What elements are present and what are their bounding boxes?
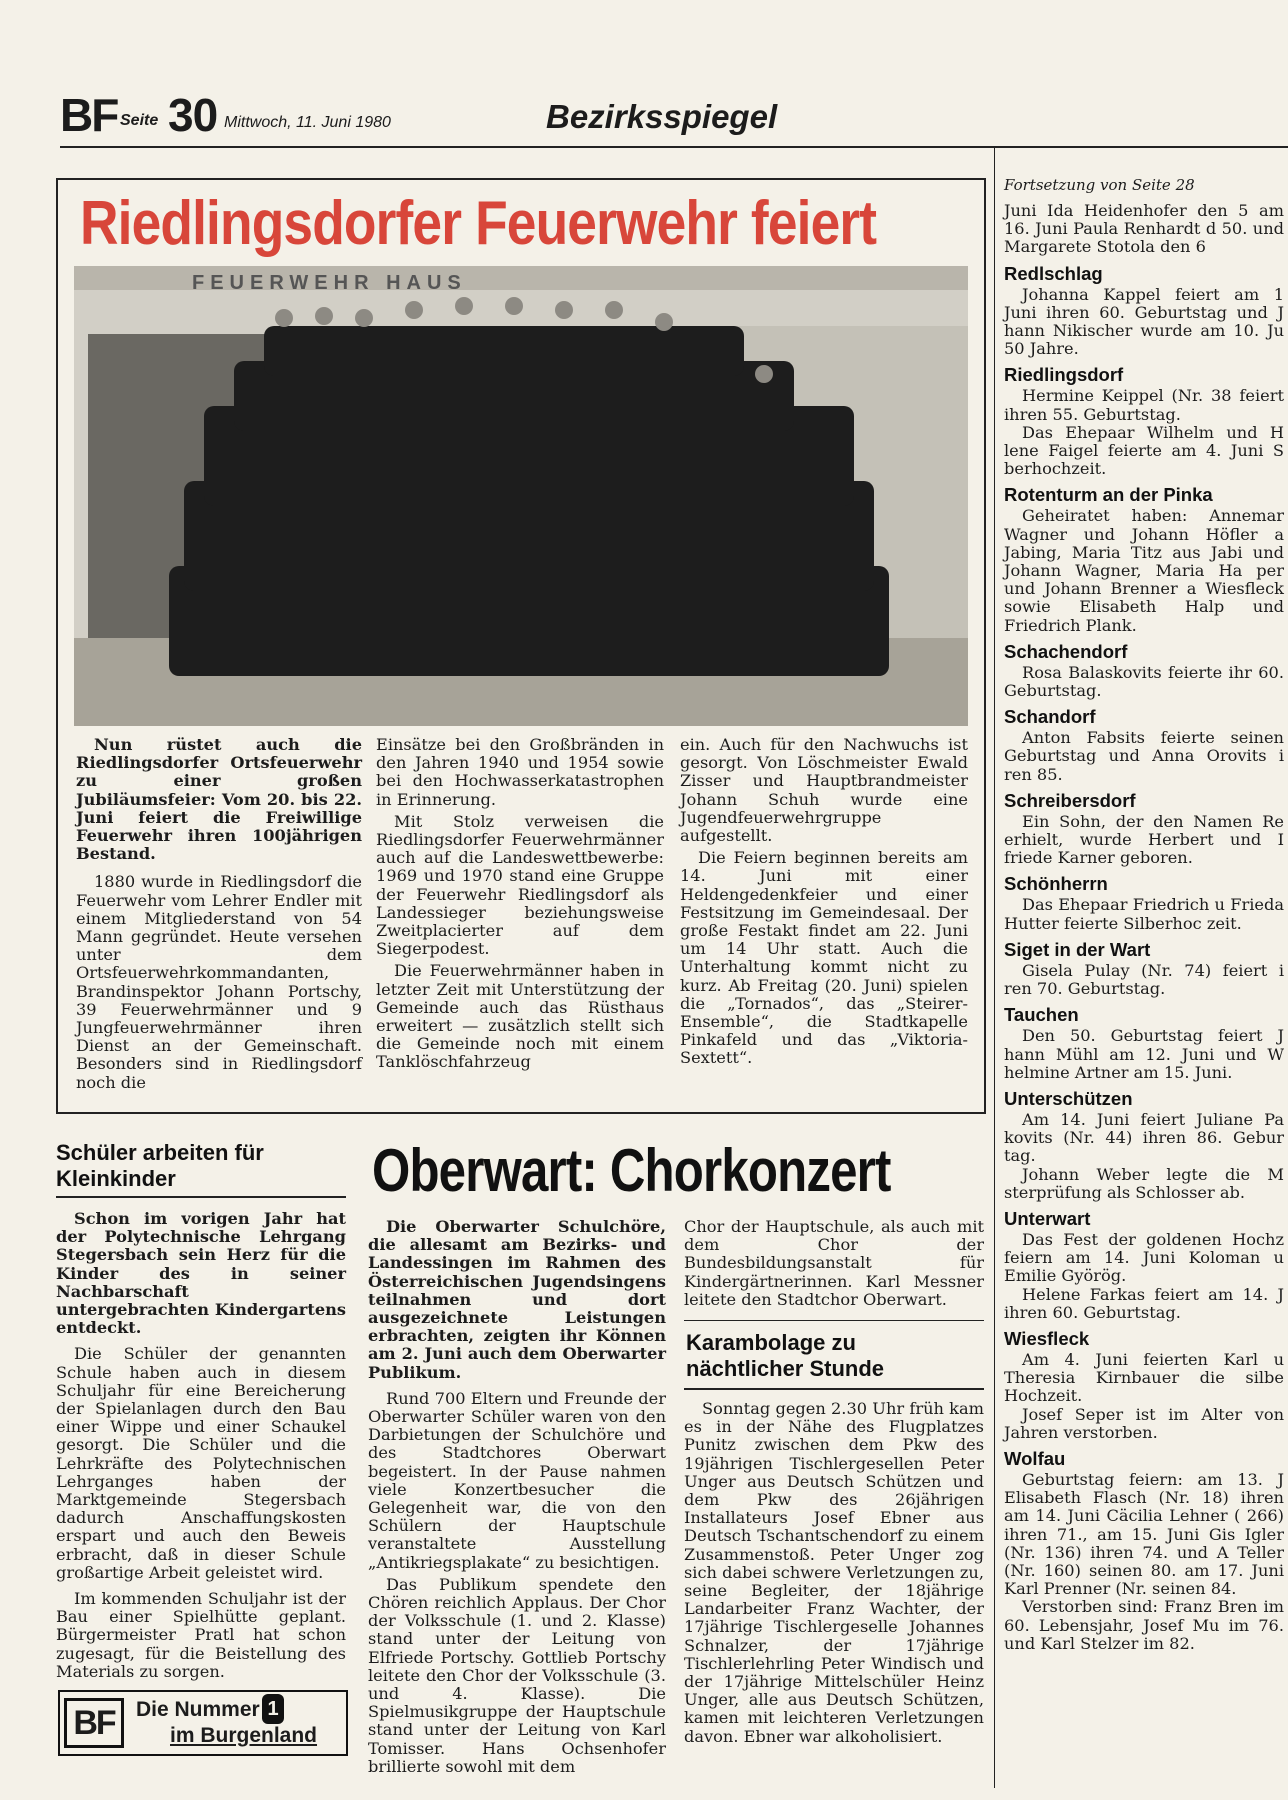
entry-text: Am 14. Juni feiert Juliane Pa kovits (Nr. 44) ihren 86. Gebur tag. <box>1004 1109 1284 1166</box>
chor-p3: Chor der Hauptschule, als auch mit dem Chor der Bundesbildungsanstalt für Kindergärtnerinnen. Karl Messner leitete den Stadtchor Oberwart. <box>684 1217 984 1309</box>
sidebar <box>1004 176 1284 1653</box>
chor-p2: Das Publikum spendete den Chören reichlich Applaus. Der Chor der Volksschule (1. und 2. Klasse) stand unter der Leitung von Elfriede Portschy. Gottlieb Portschy leitete den Chor der Volksschule (3. und 4. Klasse). Die Spielmusikgruppe der Hauptschule stand unter der Leitung von Karl Tomisser. Hans Ochsenhofer brillierte sowohl mit dem <box>368 1574 666 1776</box>
masthead <box>60 88 1288 148</box>
entry-text: Ein Sohn, der den Namen Re erhielt, wurde Herbert und I friede Karner geboren. <box>1004 811 1284 868</box>
place-heading: Redlschlag <box>1004 262 1103 284</box>
seite-label: Seite <box>120 112 159 129</box>
place-heading: Wolfau <box>1004 1447 1066 1469</box>
feature-col3-p1: ein. Auch für den Nachwuchs ist gesorgt. Von Löschmeister Ewald Zisser und Hauptbrandmeister Johann Schuh wurde eine Jugendfeuerwehrgruppe aufgestellt. <box>680 735 968 846</box>
place-heading: Unterwart <box>1004 1207 1091 1229</box>
feature-col2-p2: Mit Stolz verweisen die Riedlingsdorfer Feuerwehrmänner auch auf die Landeswettbewerbe: 1969 und 1970 stand eine Gruppe der Feuerwehr Riedlingsdorf als Landessieger beziehungsweise Zweitplacierter auf dem Siegerpodest. <box>376 811 664 959</box>
schueler-p2: Im kommenden Schuljahr ist der Bau einer Spielhütte geplant. Bürgermeister Pratl hat schon zugesagt, für die Beistellung des Materials zu sorgen. <box>56 1589 346 1681</box>
feature-headline: Riedlingsdorfer Feuerwehr feiert <box>80 189 877 258</box>
logo-bf: BF <box>60 89 118 141</box>
feature-col-3 <box>680 736 968 1072</box>
sidebar-entry <box>1004 484 1284 634</box>
place-heading: Schreibersdorf <box>1004 789 1136 811</box>
ad-badge: 1 <box>262 1694 284 1724</box>
place-heading: Wiesfleck <box>1004 1327 1090 1349</box>
sidebar-rule <box>994 148 995 1788</box>
sidebar-intro: Juni Ida Heidenhofer den 5 am 16. Juni Paula Renhardt d 50. und Margarete Stotola den 6 <box>1004 201 1284 257</box>
feature-col1-p1: 1880 wurde in Riedlingsdorf die Feuerwehr vom Lehrer Endler mit einem Mitgliederstand von 54 Mann gegründet. Heute versehen unter dem Ortsfeuerwehrkommandanten, Brandinspektor Johann Portschy, 39 Feuerwehrmänner und 9 Jungfeuerwehrmänner ihren Dienst an der Gemeinschaft. Besonders sind in Riedlingsdorf noch die <box>76 872 362 1092</box>
page-number: 30 <box>168 89 218 141</box>
karambolage-rule <box>684 1388 984 1390</box>
entry-text: Johanna Kappel feiert am 1 Juni ihren 60. Geburtstag und J hann Nikischer wurde am 10. Ju 50 Jahre. <box>1004 284 1284 359</box>
sidebar-entry <box>1004 1004 1284 1082</box>
photo-sign: FEUERWEHR HAUS <box>192 272 467 294</box>
chor-p1: Rund 700 Eltern und Freunde der Oberwarter Schüler waren von den Darbietungen der Schulchöre und des Stadtchores Oberwart begeistert. In der Pause nahmen viele Konzertbesucher die Gelegenheit war, die von den Schülern der Hauptschule veranstaltete Ausstellung „Antikriegsplakate“ zu besichtigen. <box>368 1388 666 1572</box>
entry-text: Geburtstag feiern: am 13. J Elisabeth Flasch (Nr. 18) ihren am 14. Juni Cäcilia Lehner ( 266) ihren 71., am 15. Juni Gis Igler (Nr. 136) ihren 74. und A Teller (Nr. 160) seinen 80. am 17. Juni Karl Prenner (Nr. seinen 84. <box>1004 1469 1284 1599</box>
entry-text: Johann Weber legte die M sterprüfung als Schlosser ab. <box>1004 1164 1284 1202</box>
group-photo <box>74 266 968 726</box>
ad-logo: BF <box>64 1698 124 1748</box>
ad-line-1: Die Nummer <box>136 1698 260 1721</box>
feature-lead: Nun rüstet auch die Riedlingsdorfer Ortsfeuerwehr zu einer großen Jubiläumsfeier: Vom 20. bis 22. Juni feiert die Freiwillige Feuerwehr ihren 100jährigen Bestand. <box>76 735 362 864</box>
ad-line-2: im Burgenland <box>170 1724 318 1747</box>
schueler-p1: Die Schüler der genannten Schule haben auch in diesem Schuljahr für eine Bereicherung der Spielanlagen durch den Bau einer Wippe und einer Schaukel gesorgt. Die Schüler und die Lehrkräfte des Polytechnischen Lehrganges haben der Marktgemeinde Stegersbach dadurch Anschaffungskosten erspart und auch den Beweis erbracht, daß in dieser Schule großartige Arbeit geleistet wird. <box>56 1344 346 1582</box>
feature-col-2 <box>376 736 664 1076</box>
entry-text: Helene Farkas feiert am 14. J ihren 60. Geburtstag. <box>1004 1284 1284 1322</box>
entry-text: Rosa Balaskovits feierte ihr 60. Geburtstag. <box>1004 662 1284 701</box>
chor-lead: Die Oberwarter Schulchöre, die allesamt am Bezirks- und Landessingen im Rahmen des Österreichischen Jugendsingens teilnahmen und dort ausgezeichnete Leistungen erbrachten, zeigten ihr Können am 2. Juni auch dem Oberwarter Publikum. <box>368 1217 666 1382</box>
place-heading: Riedlingsdorf <box>1004 364 1124 386</box>
chor-col-2 <box>684 1218 984 1313</box>
sidebar-entry <box>1004 873 1284 932</box>
entry-text: Am 4. Juni feierten Karl u Theresia Kirnbauer die silbe Hochzeit. <box>1004 1349 1284 1406</box>
section-title: Bezirksspiegel <box>546 98 778 135</box>
place-heading: Schachendorf <box>1004 640 1128 662</box>
entry-text: Das Fest der goldenen Hochz feiern am 14. Juni Koloman u Emilie Györög. <box>1004 1229 1284 1286</box>
chor-col-1 <box>368 1218 666 1780</box>
place-heading: Tauchen <box>1004 1004 1079 1026</box>
karambolage-body <box>684 1400 984 1750</box>
entry-text: Josef Seper ist im Alter von Jahren verstorben. <box>1004 1404 1284 1442</box>
sidebar-entry <box>1004 939 1284 998</box>
schueler-body <box>56 1210 346 1685</box>
entry-text: Hermine Keippel (Nr. 38 feiert ihren 55. Geburtstag. <box>1004 386 1284 424</box>
schueler-headline: Schüler arbeiten für Kleinkinder <box>56 1140 264 1191</box>
sidebar-entry <box>1004 706 1284 784</box>
sidebar-entry <box>1004 364 1284 478</box>
firefighters-photo <box>74 266 968 726</box>
place-heading: Rotenturm an der Pinka <box>1004 484 1213 506</box>
feature-box <box>56 178 986 1114</box>
entry-text: Das Ehepaar Wilhelm und H lene Faigel feierte am 4. Juni S berhochzeit. <box>1004 422 1284 479</box>
place-heading: Unterschützen <box>1004 1087 1133 1109</box>
entry-text: Gisela Pulay (Nr. 74) feiert i ren 70. Geburtstag. <box>1004 960 1284 999</box>
sidebar-entry <box>1004 790 1284 868</box>
feature-col2-p1: Einsätze bei den Großbränden in den Jahren 1940 und 1954 sowie bei den Hochwasserkatastrophen in Erinnerung. <box>376 735 664 809</box>
sidebar-entry <box>1004 641 1284 700</box>
feature-col2-p3: Die Feuerwehrmänner haben in letzter Zeit mit Unterstützung der Gemeinde auch das Rüsthaus erweitert — zusätzlich stellt sich die Gemeinde noch mit einem Tanklöschfahrzeug <box>376 961 664 1072</box>
entry-text: Anton Fabsits feierte seinen Geburtstag und Anna Orovits i ren 85. <box>1004 728 1284 784</box>
sidebar-entry <box>1004 1448 1284 1653</box>
sidebar-entry <box>1004 263 1284 359</box>
place-heading: Siget in der Wart <box>1004 938 1151 960</box>
entry-text: Verstorben sind: Franz Bren im 60. Lebensjahr, Josef Mu im 76. und Karl Stelzer im 82. <box>1004 1597 1284 1653</box>
karambolage-rule-top <box>684 1320 984 1321</box>
entry-text: Geheiratet haben: Annemar Wagner und Johann Höfler a Jabing, Maria Titz aus Jabi und Johann Wagner, Maria Ha per und Johann Brenner a Wiesfleck sowie Elisabeth Halp und Friedrich Plank. <box>1004 506 1284 635</box>
masthead-rule <box>60 146 1288 148</box>
karambolage-p1: Sonntag gegen 2.30 Uhr früh kam es in der Nähe des Flugplatzes Punitz zwischen dem Pkw des 19jährigen Tischlergesellen Peter Unger aus Deutsch Schützen und dem Pkw des 26jährigen Installateurs Josef Ebner aus Deutsch Tschantschendorf zu einem Zusammenstoß. Peter Unger zog sich dabei schwere Verletzungen zu, seine Begleiter, der 18jährige Landarbeiter Franz Wachter, der 17jährige Tischlergeselle Johannes Schnalzer, der 17jährige Tischlerlehrling Peter Windisch und der 17jährige Mittelschüler Heinz Unger, alle aus Deutsch Schützen, kamen mit leichteren Verletzungen davon. Ebner war alkoholisiert. <box>684 1399 984 1746</box>
sidebar-entry <box>1004 1088 1284 1202</box>
chor-headline: Oberwart: Chorkonzert <box>372 1137 891 1204</box>
continuation-note: Fortsetzung von Seite 28 <box>1004 176 1195 194</box>
schueler-lead: Schon im vorigen Jahr hat der Polytechnische Lehrgang Stegersbach sein Herz für die Kinder des in seiner Nachbarschaft untergebrachten Kindergartens entdeckt. <box>56 1209 346 1338</box>
schueler-rule <box>56 1196 346 1198</box>
karambolage-headline: Karambolage zu nächtlicher Stunde <box>686 1330 885 1381</box>
sidebar-entry <box>1004 1208 1284 1322</box>
sidebar-entry <box>1004 1328 1284 1442</box>
feature-col3-p2: Die Feiern beginnen bereits am 14. Juni mit einer Heldengedenkfeier und einer Festsitzung im Gemeindesaal. Der große Festakt findet am 22. Juni um 14 Uhr statt. Auch die Unterhaltung kommt nicht zu kurz. Ab Freitag (20. Juni) spielen die „Tornados“, das „Steirer-Ensemble“, die Stadtkapelle Pinkafeld und das „Viktoria-Sextett“. <box>680 848 968 1068</box>
place-heading: Schönherrn <box>1004 873 1108 895</box>
entry-text: Das Ehepaar Friedrich u Frieda Hutter feierte Silberhoc zeit. <box>1004 895 1284 933</box>
place-heading: Schandorf <box>1004 706 1096 728</box>
feature-col-1 <box>76 736 362 1096</box>
issue-date: Mittwoch, 11. Juni 1980 <box>224 114 391 131</box>
entry-text: Den 50. Geburtstag feiert J hann Mühl am 12. Juni und W helmine Artner am 15. Juni. <box>1004 1026 1284 1082</box>
ad-box <box>58 1690 348 1756</box>
